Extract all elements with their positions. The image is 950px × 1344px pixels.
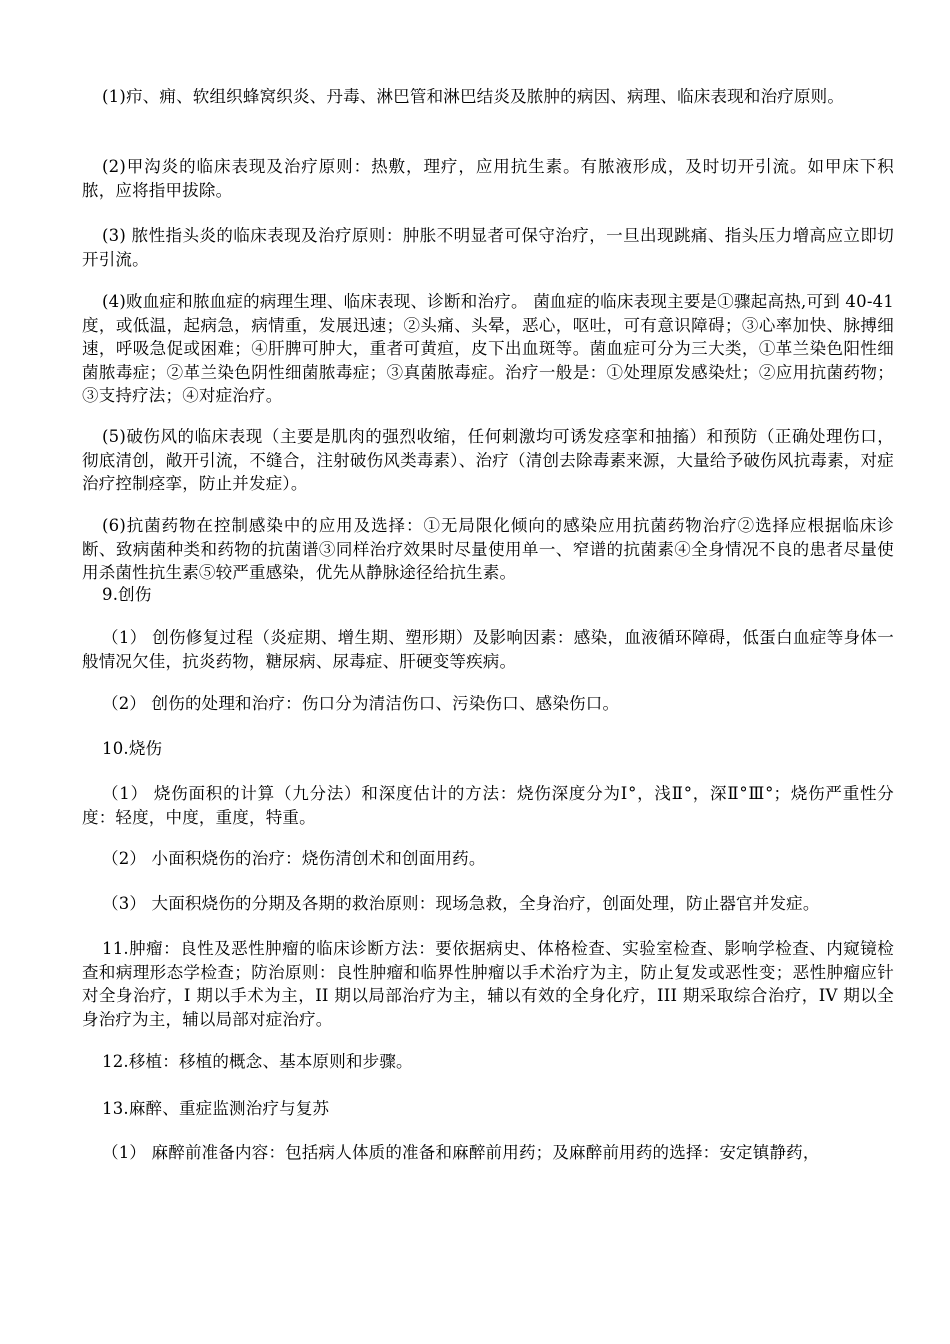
paragraph-felon: (3) 脓性指头炎的临床表现及治疗原则：肿胀不明显者可保守治疗，一旦出现跳痛、指头压力增高应立即切开引流。 — [82, 226, 894, 269]
paragraph-large-burn: （3） 大面积烧伤的分期及各期的救治原则：现场急救，全身治疗，创面处理，防止器官并发症。 — [102, 894, 820, 913]
paragraph-trauma-treatment: （2） 创伤的处理和治疗：伤口分为清洁伤口、污染伤口、感染伤口。 — [102, 694, 620, 713]
paragraph-trauma-repair: （1） 创伤修复过程（炎症期、增生期、塑形期）及影响因素：感染，血液循环障碍，低蛋白血症等身体一般情况欠佳，抗炎药物，糖尿病、尿毒症、肝硬变等疾病。 — [82, 628, 894, 671]
heading-anesthesia: 13.麻醉、重症监测治疗与复苏 — [102, 1099, 330, 1118]
paragraph-burn-area: （1） 烧伤面积的计算（九分法）和深度估计的方法：烧伤深度分为Ⅰ°，浅Ⅱ°，深Ⅱ°Ⅲ°；烧伤严重性分度：轻度，中度，重度，特重。 — [82, 784, 894, 827]
paragraph-tumor: 11.肿瘤：良性及恶性肿瘤的临床诊断方法：要依据病史、体格检查、实验室检查、影响学检查、内窥镜检查和病理形态学检查；防治原则：良性肿瘤和临界性肿瘤以手术治疗为主，防止复发或恶性变；恶性肿瘤应针对全身治疗，I 期以手术为主，II 期以局部治疗为主，辅以有效的全身化疗，III 期采取综合治疗，IV 期以全身治疗为主，辅以局部对症治疗。 — [82, 939, 894, 1029]
heading-burn: 10.烧伤 — [102, 739, 163, 758]
paragraph-small-burn: （2） 小面积烧伤的治疗：烧伤清创术和创面用药。 — [102, 849, 486, 868]
paragraph-antibiotics: (6)抗菌药物在控制感染中的应用及选择：①无局限化倾向的感染应用抗菌药物治疗②选择应根据临床诊断、致病菌种类和药物的抗菌谱③同样治疗效果时尽量使用单一、窄谱的抗菌素④全身情况不良的患者尽量使用杀菌性抗生素⑤较严重感染，优先从静脉途径给抗生素。 — [82, 516, 894, 582]
paragraph-tetanus: (5)破伤风的临床表现（主要是肌肉的强烈收缩，任何刺激均可诱发痉挛和抽搐）和预防（正确处理伤口，彻底清创，敞开引流，不缝合，注射破伤风类毒素）、治疗（清创去除毒素来源，大量给予破伤风抗毒素，对症治疗控制痉挛，防止并发症）。 — [82, 427, 894, 493]
heading-trauma: 9.创伤 — [102, 585, 152, 604]
paragraph-transplant: 12.移植：移植的概念、基本原则和步骤。 — [102, 1052, 413, 1071]
paragraph-sepsis: (4)败血症和脓血症的病理生理、临床表现、诊断和治疗。 菌血症的临床表现主要是①骤起高热,可到 40-41 度，或低温，起病急，病情重，发展迅速；②头痛、头晕，恶心，呕吐，可有意识障碍；③心率加快、脉搏细速，呼吸急促或困难；④肝脾可肿大，重者可黄疸，皮下出血斑等。菌血症可分为三大类，①革兰染色阳性细菌脓毒症；②革兰染色阴性细菌脓毒症；③真菌脓毒症。治疗一般是：①处理原发感染灶；②应用抗菌药物；③支持疗法；④对症治疗。 — [82, 292, 894, 405]
paragraph-infection-1: (1)疖、痈、软组织蜂窝织炎、丹毒、淋巴管和淋巴结炎及脓肿的病因、病理、临床表现和治疗原则。 — [102, 87, 845, 106]
paragraph-anesthesia-prep: （1） 麻醉前准备内容：包括病人体质的准备和麻醉前用药；及麻醉前用药的选择：安定镇静药， — [102, 1143, 820, 1162]
paragraph-paronychia: (2)甲沟炎的临床表现及治疗原则：热敷，理疗，应用抗生素。有脓液形成，及时切开引流。如甲床下积脓，应将指甲拔除。 — [82, 157, 894, 200]
